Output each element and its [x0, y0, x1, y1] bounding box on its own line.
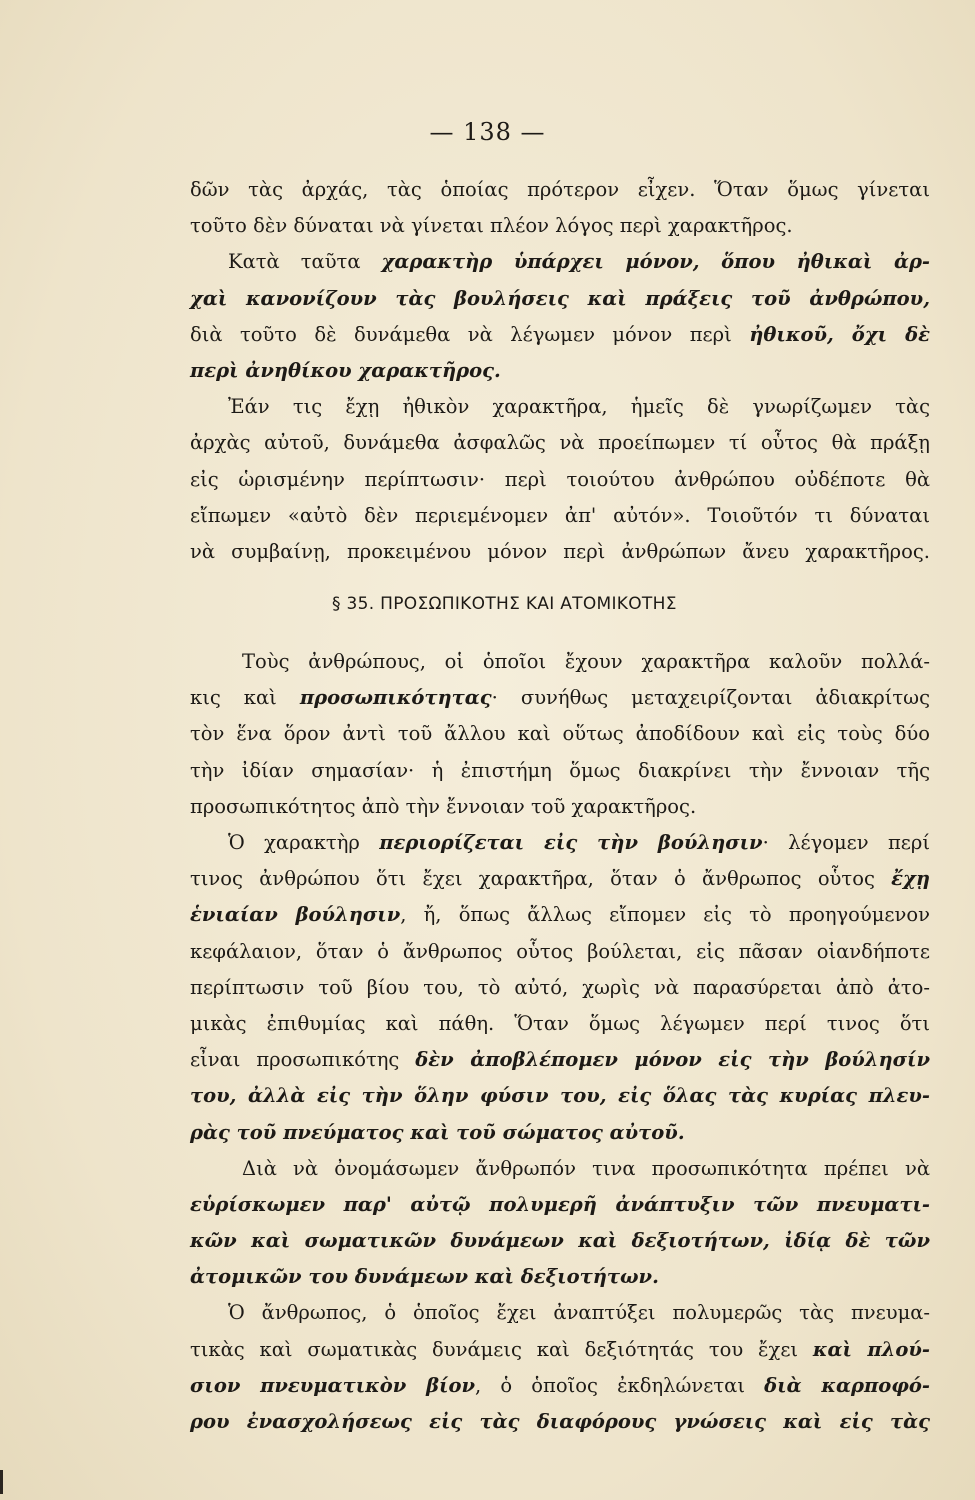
- text-run: κεφάλαιον, ὅταν ὁ ἄνθρωπος οὗτος βούλεται, εἰς πᾶσαν οἱανδήποτε: [190, 939, 930, 963]
- text-line: [190, 1042, 930, 1078]
- text-run: Ὁ ἄνθρωπος, ὁ ὁποῖος ἔχει ἀναπτύξει πολυμερῶς τὰς πνευμα-: [228, 1301, 930, 1325]
- paragraph: [190, 1295, 930, 1440]
- text-line: [190, 897, 930, 933]
- emphasized-text: διὰ καρποφό-: [764, 1373, 931, 1397]
- text-run: τικὰς καὶ σωματικὰς δυνάμεις καὶ δεξιότητάς του ἔχει: [190, 1337, 813, 1361]
- text-line: [190, 317, 930, 353]
- text-line: [190, 1115, 930, 1151]
- text-run: Ὁ χαρακτὴρ: [228, 831, 380, 854]
- text-line: [190, 644, 930, 680]
- text-run: · συνήθως μεταχειρίζονται ἀδιακρίτως: [491, 686, 931, 710]
- text-line: [190, 172, 930, 208]
- text-run: κις καὶ: [190, 686, 300, 710]
- text-line: [190, 680, 930, 716]
- text-run: προσωπικότητος ἀπὸ τὴν ἔννοιαν τοῦ χαρακτῆρος.: [190, 794, 697, 818]
- text-run: νὰ συμβαίνῃ, προκειμένου μόνον περὶ ἀνθρώπων ἄνευ χαρακτῆρος.: [190, 539, 930, 563]
- text-line: [190, 534, 930, 570]
- text-line: [190, 861, 930, 897]
- text-line: [190, 1006, 930, 1042]
- section-heading: § 35. ΠΡΟΣΩΠΙΚΟΤΗΣ ΚΑΙ ΑΤΟΜΙΚΟΤΗΣ: [332, 594, 677, 615]
- emphasized-text: σιον πνευματικὸν βίον: [190, 1373, 475, 1397]
- text-run: διὰ τοῦτο δὲ δυνάμεθα νὰ λέγωμεν μόνον περὶ: [190, 322, 750, 346]
- emphasized-text: περιορίζεται εἰς τὴν βούλησιν: [379, 831, 763, 854]
- text-run: , ἤ, ὅπως ἄλλως εἴπομεν εἰς τὸ προηγούμενον: [400, 903, 930, 927]
- paragraph: [190, 825, 930, 1151]
- text-run: , ὁ ὁποῖος ἐκδηλώνεται: [475, 1373, 765, 1397]
- text-line: [190, 1259, 930, 1295]
- paragraph: [190, 1151, 930, 1296]
- emphasized-text: κῶν καὶ σωματικῶν δυνάμεων καὶ δεξιοτήτων, ἰδίᾳ δὲ τῶν: [190, 1229, 930, 1253]
- text-run: μικὰς ἐπιθυμίας καὶ πάθη. Ὅταν ὅμως λέγωμεν περί τινος ὅτι: [190, 1011, 930, 1035]
- text-run: Ἐάν τις ἔχῃ ἠθικὸν χαρακτῆρα, ἡμεῖς δὲ γνωρίζωμεν τὰς: [228, 395, 930, 419]
- emphasized-text: ρου ἐνασχολήσεως εἰς τὰς διαφόρους γνώσεις καὶ εἰς τὰς: [190, 1410, 930, 1433]
- body-text: [190, 172, 930, 1440]
- text-line: [190, 1332, 930, 1368]
- paragraph: [190, 172, 930, 244]
- emphasized-text: εὑρίσκωμεν παρ' αὐτῷ πολυμερῆ ἀνάπτυξιν τῶν πνευματι-: [190, 1192, 930, 1216]
- text-run: τοῦτο δὲν δύναται νὰ γίνεται πλέον λόγος περὶ χαρακτῆρος.: [190, 214, 793, 238]
- text-line: [190, 1078, 930, 1114]
- paragraph: [190, 644, 930, 825]
- text-line: [190, 1404, 930, 1440]
- emphasized-text: του, ἀλλὰ εἰς τὴν ὅλην φύσιν του, εἰς ὅλας τὰς κυρίας πλευ-: [190, 1084, 930, 1108]
- text-line: [190, 498, 930, 534]
- text-line: [190, 1187, 930, 1223]
- text-line: [190, 1295, 930, 1331]
- emphasized-text: ἔχῃ: [891, 867, 930, 891]
- text-line: [190, 462, 930, 498]
- paragraph: [190, 389, 930, 570]
- text-run: τὸν ἕνα ὅρον ἀντὶ τοῦ ἄλλου καὶ οὕτως ἀποδίδουν καὶ εἰς τοὺς δύο: [190, 722, 930, 746]
- text-line: [190, 716, 930, 752]
- text-line: [190, 970, 930, 1006]
- paragraph: [190, 244, 930, 389]
- emphasized-text: δὲν ἀποβλέπομεν μόνον εἰς τὴν βούλησίν: [415, 1048, 930, 1072]
- text-line: [190, 389, 930, 425]
- text-run: Κατὰ ταῦτα: [228, 250, 382, 274]
- emphasized-text: χαὶ κανονίζουν τὰς βουλήσεις καὶ πράξεις τοῦ ἀνθρώπου,: [190, 286, 930, 310]
- text-line: [190, 1223, 930, 1259]
- text-run: · λέγομεν περί: [762, 831, 930, 854]
- text-line: [190, 753, 930, 789]
- emphasized-text: ἀτομικῶν του δυνάμεων καὶ δεξιοτήτων.: [190, 1265, 659, 1289]
- text-line: [190, 353, 930, 389]
- text-line: [190, 825, 930, 861]
- text-line: [190, 1368, 930, 1404]
- emphasized-text: χαρακτὴρ ὑπάρχει μόνον, ὅπου ἠθικαὶ ἀρ-: [381, 250, 931, 274]
- text-run: τινος ἀνθρώπου ὅτι ἔχει χαρακτῆρα, ὅταν ὁ ἄνθρωπος οὗτος: [190, 867, 892, 891]
- text-line: [190, 244, 930, 280]
- text-run: Τοὺς ἀνθρώπους, οἱ ὁποῖοι ἔχουν χαρακτῆρα καλοῦν πολλά-: [242, 650, 930, 674]
- text-line: [190, 425, 930, 461]
- text-line: [190, 1151, 930, 1187]
- emphasized-text: ἑνιαίαν βούλησιν: [190, 903, 401, 927]
- text-line: [190, 208, 930, 244]
- emphasized-text: περὶ ἀνηθίκου χαρακτῆρος.: [190, 358, 501, 382]
- text-line: [190, 934, 930, 970]
- text-line: [190, 281, 930, 317]
- emphasized-text: ἠθικοῦ, ὄχι δὲ: [749, 322, 930, 346]
- text-run: εἶναι προσωπικότης: [190, 1048, 416, 1072]
- emphasized-text: καὶ πλού-: [812, 1337, 930, 1361]
- emphasized-text: ρὰς τοῦ πνεύματος καὶ τοῦ σώματος αὐτοῦ.: [190, 1120, 685, 1144]
- text-run: δῶν τὰς ἀρχάς, τὰς ὁποίας πρότερον εἶχεν. Ὅταν ὅμως γίνεται: [190, 178, 930, 201]
- text-run: εἴπωμεν «αὐτὸ δὲν περιεμένομεν ἀπ' αὐτόν». Τοιοῦτόν τι δύναται: [190, 503, 930, 527]
- text-run: Διὰ νὰ ὀνομάσωμεν ἄνθρωπόν τινα προσωπικότητα πρέπει νὰ: [242, 1156, 930, 1180]
- margin-mark: [0, 1470, 3, 1494]
- text-run: ἀρχὰς αὐτοῦ, δυνάμεθα ἀσφαλῶς νὰ προείπωμεν τί οὗτος θὰ πράξῃ: [190, 431, 930, 455]
- text-line: [190, 789, 930, 825]
- text-run: εἰς ὡρισμένην περίπτωσιν· περὶ τοιούτου ἀνθρώπου οὐδέποτε θὰ: [190, 467, 930, 491]
- text-run: τὴν ἰδίαν σημασίαν· ἡ ἐπιστήμη ὅμως διακρίνει τὴν ἔννοιαν τῆς: [190, 758, 930, 782]
- emphasized-text: προσωπικότητας: [299, 686, 492, 710]
- text-run: περίπτωσιν τοῦ βίου του, τὸ αὐτό, χωρὶς νὰ παρασύρεται ἀπὸ ἀτο-: [190, 975, 930, 999]
- page-number: — 138 —: [429, 118, 546, 146]
